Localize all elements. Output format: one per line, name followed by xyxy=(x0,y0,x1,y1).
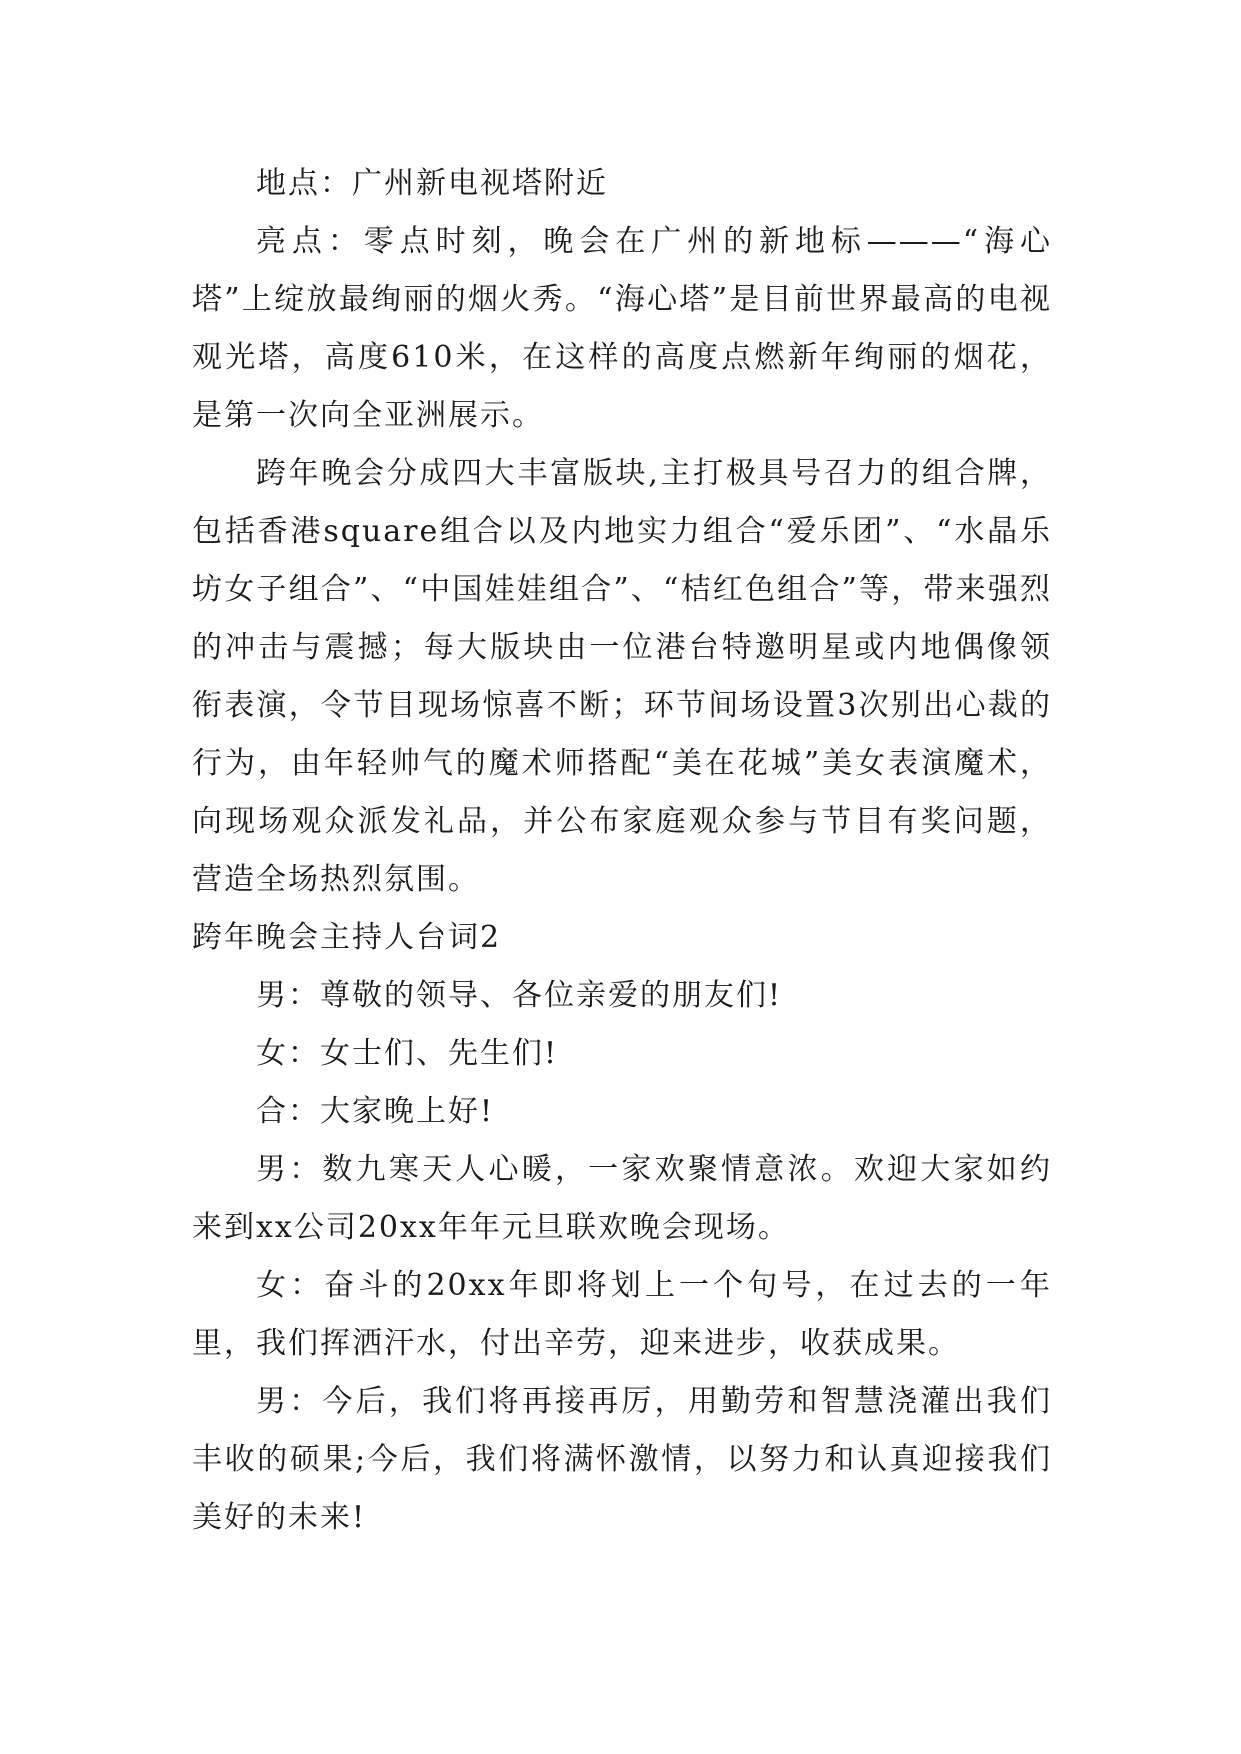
script-line-female-1: 女：女士们、先生们! xyxy=(256,1036,559,1071)
paragraph-program: 跨年晚会分成四大丰富版块,主打极具号召力的组合牌，包括香港square组合以及内地实力组合“爱乐团”、“水晶乐坊女子组合”、“中国娃娃组合”、“桔红色组合”等，带来强烈的冲击与震撼；每大版块由一位港台特邀明星或内地偶像领衔表演，令节目现场惊喜不断；环节间场设置3次别出心裁的行为，由年轻帅气的魔术师搭配“美在花城”美女表演魔术，向现场观众派发礼品，并公布家庭观众参与节目有奖问题，营造全场热烈氛围。 xyxy=(192,456,1052,897)
script-line-together: 合：大家晚上好! xyxy=(256,1094,495,1129)
script-line-male-3: 男：今后，我们将再接再厉，用勤劳和智慧浇灌出我们丰收的硕果;今后，我们将满怀激情，以努力和认真迎接我们美好的未来! xyxy=(192,1384,1052,1535)
document-body xyxy=(192,155,1052,1547)
script-line-female-2: 女：奋斗的20xx年即将划上一个句号，在过去的一年里，我们挥洒汗水，付出辛劳，迎来进步，收获成果。 xyxy=(192,1268,1052,1361)
script-line-male-2: 男：数九寒天人心暖，一家欢聚情意浓。欢迎大家如约来到xx公司20xx年年元旦联欢晚会现场。 xyxy=(192,1152,1052,1245)
section-title: 跨年晚会主持人台词2 xyxy=(192,920,502,955)
paragraph-location: 地点：广州新电视塔附近 xyxy=(256,166,608,201)
script-line-male-1: 男：尊敬的领导、各位亲爱的朋友们! xyxy=(256,978,783,1013)
paragraph-highlight: 亮点：零点时刻，晚会在广州的新地标———“海心塔”上绽放最绚丽的烟火秀。“海心塔”是目前世界最高的电视观光塔，高度610米，在这样的高度点燃新年绚丽的烟花，是第一次向全亚洲展示。 xyxy=(192,224,1052,433)
